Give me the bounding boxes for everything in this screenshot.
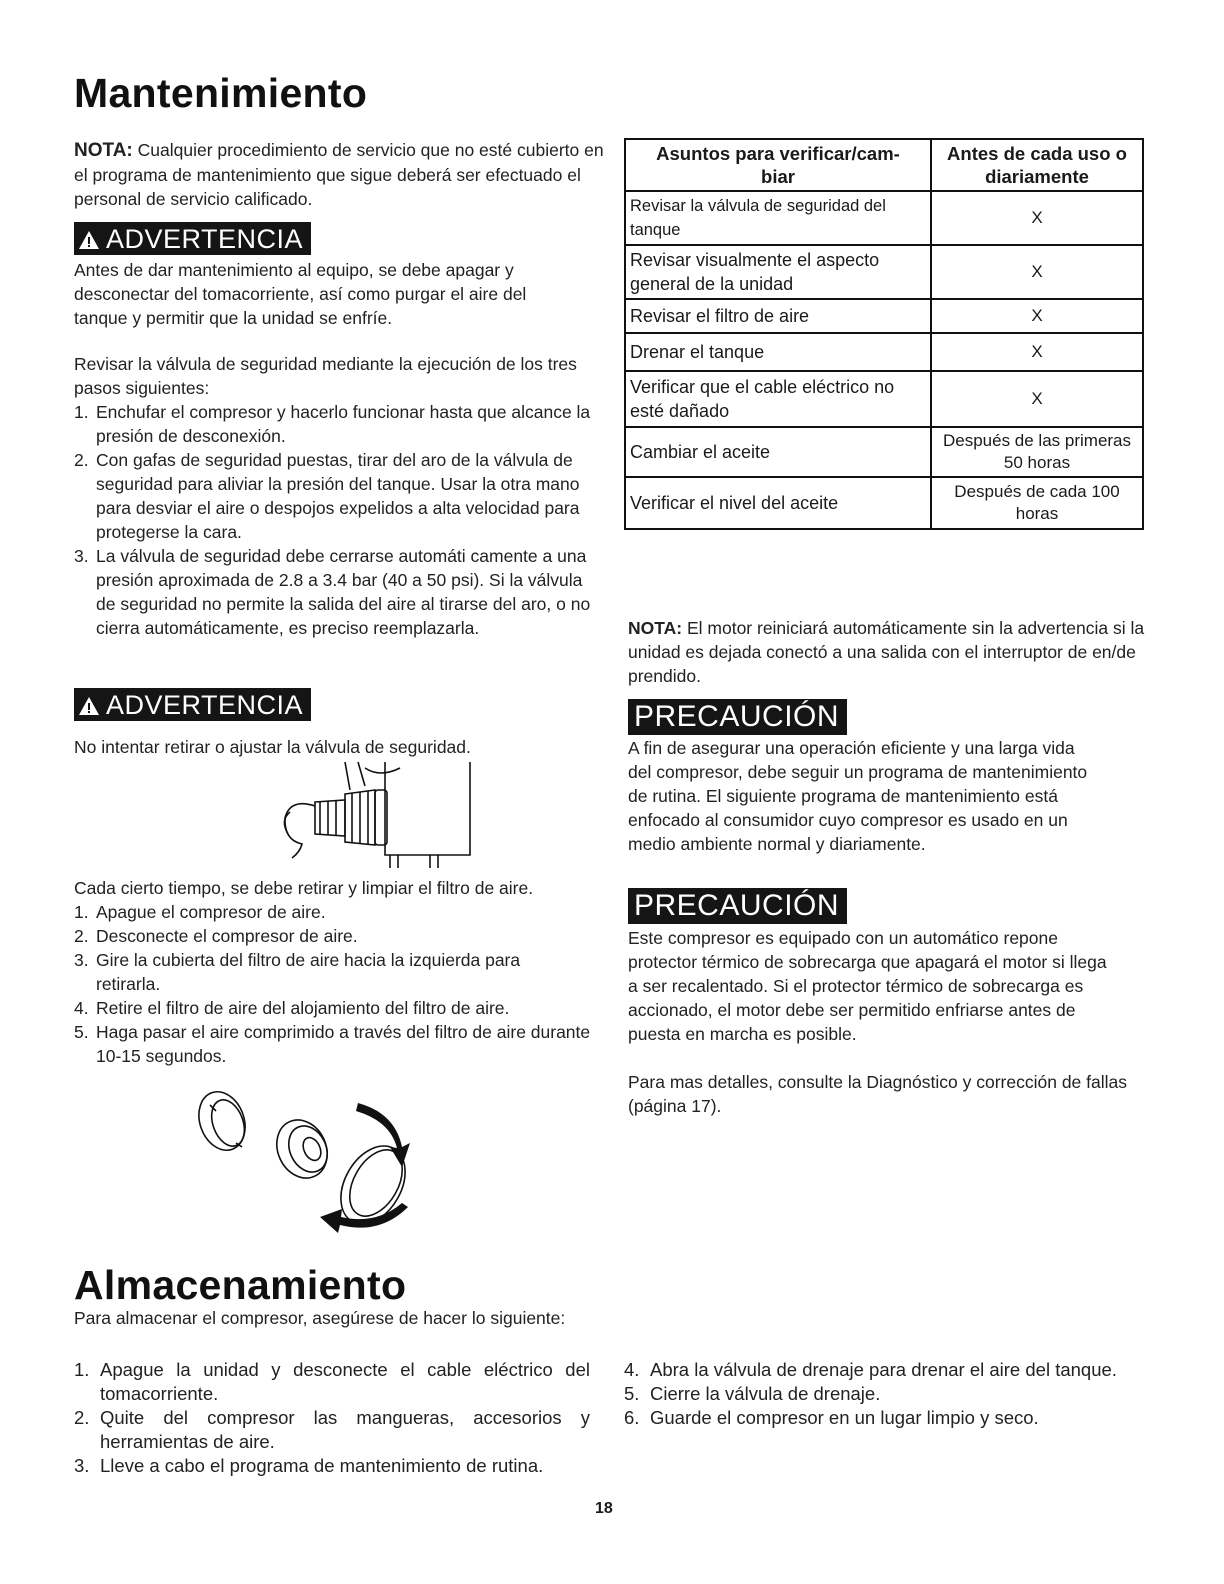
step-number: 3. <box>74 546 89 566</box>
caution-label: PRECAUCIÓN <box>628 888 847 924</box>
page-number: 18 <box>595 1500 613 1517</box>
table-row <box>625 191 1143 245</box>
step-text: Guarde el compresor en un lugar limpio y seco. <box>650 1407 1039 1428</box>
safety-valve-illustration <box>270 760 490 870</box>
nota-label: NOTA: <box>628 618 683 638</box>
step-text: Gire la cubierta del filtro de aire hacia la izquierda para retirarla. <box>96 950 521 994</box>
step-text: Con gafas de seguridad puestas, tirar del aro de la válvula de seguridad para aliviar la presión del tanque. Usar la otra mano para desviar el aire o despojos expelidos a alta velocidad para protegerse la cara. <box>96 450 580 542</box>
list-item <box>74 448 594 544</box>
table-row <box>625 299 1143 333</box>
step-number: 4. <box>624 1359 640 1380</box>
step-number: 4. <box>74 998 89 1018</box>
storage-intro: Para almacenar el compresor, asegúrese de hacer lo siguiente: <box>74 1308 566 1328</box>
caution-text-1: A fin de asegurar una operación eficiente y una larga vida del compresor, debe seguir un programa de mantenimiento de rutina. El siguiente programa de mantenimiento está enfocado al consumidor cuyo compresor es usado en un medio ambiente normal y diariamente. <box>628 738 1088 854</box>
step-text: Abra la válvula de drenaje para drenar el aire del tanque. <box>650 1359 1117 1380</box>
step-number: 2. <box>74 1407 90 1428</box>
column-header-items: Asuntos para verificar/cam-biar <box>625 139 931 191</box>
warning-banner-1 <box>74 222 311 255</box>
table-row <box>625 427 1143 477</box>
list-item <box>74 544 594 640</box>
caution-banner-1 <box>628 699 847 735</box>
table-cell-item: Revisar visualmente el aspecto general de la unidad <box>625 245 931 299</box>
filter-intro: Cada cierto tiempo, se debe retirar y limpiar el filtro de aire. <box>74 878 534 898</box>
step-number: 2. <box>74 450 89 470</box>
table-row <box>625 245 1143 299</box>
step-text: Enchufar el compresor y hacerlo funcionar hasta que alcance la presión de desconexión. <box>96 402 591 446</box>
list-item <box>74 400 594 448</box>
list-item <box>624 1358 1124 1382</box>
step-text: Quite del compresor las mangueras, accesorios y herramientas de aire. <box>100 1407 590 1452</box>
table-cell-frequency: Después de cada 100 horas <box>931 477 1143 529</box>
table-header-row <box>625 139 1143 191</box>
list-item <box>74 996 594 1020</box>
warning-banner-2 <box>74 688 311 721</box>
table-cell-frequency: X <box>931 371 1143 427</box>
step-text: Haga pasar el aire comprimido a través del filtro de aire durante 10-15 segundos. <box>96 1022 591 1066</box>
table-cell-item: Revisar la válvula de seguridad del tanque <box>625 191 931 245</box>
details-note: Para mas detalles, consulte la Diagnóstico y corrección de fallas (página 17). <box>628 1072 1127 1116</box>
step-number: 2. <box>74 926 89 946</box>
table-cell-frequency: Después de las primeras 50 horas <box>931 427 1143 477</box>
list-item <box>74 900 594 924</box>
table-row <box>625 477 1143 529</box>
storage-steps-left <box>74 1358 590 1478</box>
filter-steps <box>74 900 594 1068</box>
nota-label: NOTA: <box>74 140 133 161</box>
step-number: 3. <box>74 950 89 970</box>
step-number: 1. <box>74 1359 90 1380</box>
table-row <box>625 371 1143 427</box>
step-number: 3. <box>74 1455 90 1476</box>
step-number: 5. <box>624 1383 640 1404</box>
list-item <box>624 1406 1124 1430</box>
nota-text: El motor reiniciará automáticamente sin la advertencia si la unidad es dejada conectó a una salida con el interruptor de en/de prendido. <box>628 618 1145 686</box>
step-text: Apague la unidad y desconecte el cable eléctrico del tomacorriente. <box>100 1359 590 1404</box>
caution-label: PRECAUCIÓN <box>628 699 847 735</box>
table-cell-item: Cambiar el aceite <box>625 427 931 477</box>
list-item <box>74 948 594 996</box>
caution-banner-2 <box>628 888 847 924</box>
step-text: Cierre la válvula de drenaje. <box>650 1383 881 1404</box>
nota-intro <box>74 138 614 211</box>
step-text: Retire el filtro de aire del alojamiento del filtro de aire. <box>96 998 510 1018</box>
table-cell-item: Verificar el nivel del aceite <box>625 477 931 529</box>
list-item <box>74 1454 590 1478</box>
table-cell-frequency: X <box>931 191 1143 245</box>
list-item <box>74 1020 594 1068</box>
step-number: 6. <box>624 1407 640 1428</box>
maintenance-schedule-table <box>624 138 1144 530</box>
step-number: 1. <box>74 902 89 922</box>
table-cell-frequency: X <box>931 245 1143 299</box>
table-cell-item: Verificar que el cable eléctrico no esté dañado <box>625 371 931 427</box>
air-filter-illustration <box>190 1085 430 1245</box>
table-cell-frequency: X <box>931 299 1143 333</box>
warning-text-2: No intentar retirar o ajustar la válvula de seguridad. <box>74 737 471 757</box>
step-text: La válvula de seguridad debe cerrarse automáti camente a una presión aproximada de 2.8 a 3.4 bar (40 a 50 psi). Si la válvula de seguridad no permite la salida del aire al tirarse del aro, o no cierra automáticamente, es preciso reemplazarla. <box>96 546 591 638</box>
caution-text-2: Este compresor es equipado con un automático repone protector térmico de sobrecarga que apagará el motor si llega a ser recalentado. Si el protector térmico de sobrecarga es accionado, el motor debe ser permitido enfriarse antes de puesta en marcha es posible. <box>628 928 1107 1044</box>
section-title-storage: Almacenamiento <box>74 1262 407 1308</box>
storage-steps-right <box>624 1358 1124 1430</box>
valve-check-intro: Revisar la válvula de seguridad mediante la ejecución de los tres pasos siguientes: <box>74 354 577 398</box>
warning-triangle-icon <box>78 230 100 250</box>
step-text: Desconecte el compresor de aire. <box>96 926 358 946</box>
page-title: Mantenimiento <box>74 70 368 116</box>
list-item <box>74 1406 590 1454</box>
warning-text-1: Antes de dar mantenimiento al equipo, se debe apagar y desconectar del tomacorriente, así como purgar el aire del tanque y permitir que la unidad se enfríe. <box>74 260 527 328</box>
table-cell-item: Revisar el filtro de aire <box>625 299 931 333</box>
list-item <box>74 924 594 948</box>
step-number: 1. <box>74 402 89 422</box>
valve-check-section <box>74 352 594 640</box>
table-cell-frequency: X <box>931 333 1143 371</box>
nota-text: Cualquier procedimiento de servicio que no esté cubierto en el programa de mantenimiento que sigue deberá ser efectuado el personal de servicio calificado. <box>74 140 604 209</box>
column-header-frequency: Antes de cada uso o diariamente <box>931 139 1143 191</box>
nota-motor <box>628 616 1148 688</box>
table-row <box>625 333 1143 371</box>
list-item <box>74 1358 590 1406</box>
step-number: 5. <box>74 1022 89 1042</box>
step-text: Lleve a cabo el programa de mantenimiento de rutina. <box>100 1455 544 1476</box>
filter-section <box>74 876 594 1068</box>
warning-label: ADVERTENCIA <box>106 224 304 254</box>
table-cell-item: Drenar el tanque <box>625 333 931 371</box>
step-text: Apague el compresor de aire. <box>96 902 326 922</box>
valve-check-steps <box>74 400 594 640</box>
warning-label: ADVERTENCIA <box>106 690 304 720</box>
list-item <box>624 1382 1124 1406</box>
warning-triangle-icon <box>78 696 100 716</box>
